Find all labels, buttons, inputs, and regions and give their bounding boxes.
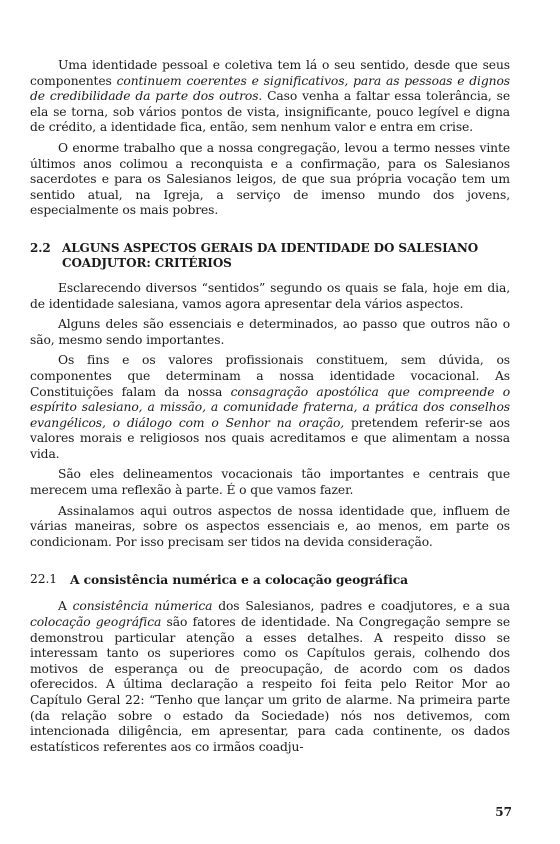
page-number: 57 — [495, 805, 512, 819]
paragraph-senses: Esclarecendo diversos “sentidos” segundo os quais se fala, hoje em dia, de identidade salesiana, vamos agora apresentar dela vários aspectos. — [30, 280, 510, 311]
paragraph-other-aspects: Assinalamos aqui outros aspectos de nossa identidade que, influem de várias maneiras, sobre os aspectos essenciais e, ao menos, em parte os condicionam. Por isso precisam ser tidos na devida consideração. — [30, 503, 510, 549]
page-body — [30, 58, 510, 760]
section-title: ALGUNS ASPECTOS GERAIS DA IDENTIDADE DO SALESIANO COADJUTOR: CRITÉRIOS — [62, 240, 479, 270]
paragraph-essential-aspects: Alguns deles são essenciais e determinados, ao passo que outros não o são, mesmo sendo importantes. — [30, 317, 510, 347]
section-heading-2-2 — [30, 241, 510, 271]
section-number: 2.2 — [30, 240, 51, 255]
paragraph-constitutions: Os fins e os valores profissionais constituem, sem dúvida, os componentes que determinam a nossa identidade vocacional. As Constituições falam da nossa consagração apostólica que compreende o espírito salesiano, a missão, a comunidade fraterna, a prática dos conselhos evangélicos, o diálogo com o Senhor na oração, pretendem referir-se aos valores morais e religiosos nos quais acreditamos e que alimentam a nossa vida. — [30, 353, 510, 461]
subsection-number: 22.1 — [30, 572, 57, 587]
paragraph-numeric-consistency: A consistência númerica dos Salesianos, padres e coadjutores, e a sua colocação geográfica são fatores de identidade. Na Congregação sempre se demonstrou particular atenção a esses detalhes. A respeito disso se interessam tanto os superiores como os Capítulos gerais, colhendo dos motivos de esperança ou de preocupação, de acordo com os dados oferecidos. A última declaração a respeito foi feita pelo Reitor Mor ao Capítulo Geral 22: “Tenho que lançar um grito de alarme. Na primeira parte (da relação sobre o estado da Sociedade) nós nos detivemos, com intencionada diligência, em apresentar, para cada continente, os dados estatísticos referentes aos co irmãos coadju- — [30, 599, 510, 754]
paragraph-congregation-work: O enorme trabalho que a nossa congregação, levou a termo nesses vinte últimos anos colimou a reconquista e a confirmação, para os Salesianos sacerdotes e para os Salesianos leigos, de que sua própria vocação tem um sentido atual, na Igreja, a serviço de imenso mundo dos jovens, especialmente os mais pobres. — [30, 140, 510, 218]
subsection-title: A consistência numérica e a colocação geográfica — [70, 572, 409, 588]
section-heading-22-1 — [30, 572, 510, 587]
paragraph-reflection: São eles delineamentos vocacionais tão importantes e centrais que merecem uma reflexão à parte. É o que vamos fazer. — [30, 467, 510, 498]
paragraph-identity-coherence: Uma identidade pessoal e coletiva tem lá o seu sentido, desde que seus componentes continuem coerentes e significativos, para as pessoas e dignos de credibilidade da parte dos outros. Caso venha a faltar essa tolerância, se ela se torna, sob vários pontos de vista, insignificante, pouco legível e digna de crédito, a identidade fica, então, sem nenhum valor e entra em crise. — [30, 58, 510, 135]
